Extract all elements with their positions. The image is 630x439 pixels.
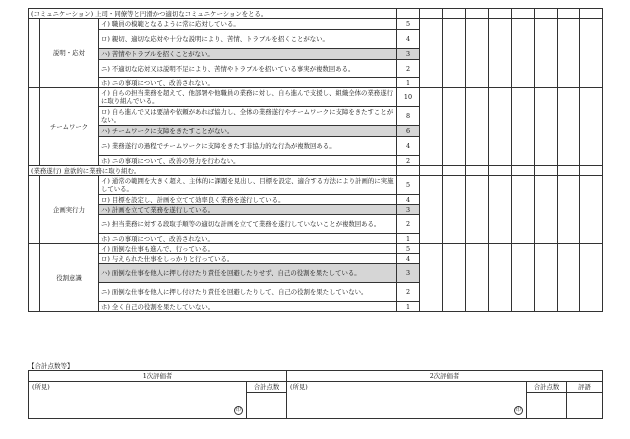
point-value: 2 [397,283,420,302]
criterion-row: ホ) ニの事項について、改善されない。 [99,234,397,244]
criterion-row: ロ) 親切、適切な応対や十分な説明により、苦情、トラブルを招くことがない。 [99,30,397,49]
section-work-execution: (業務遂行) 意欲的に業務に取り組む。 [29,166,397,176]
criterion-row: ロ) 自ら進んで又は要請や依頼があれば協力し、全体の業務遂行やチームワークに支障をきたすことがない。 [99,107,397,126]
criterion-row: ニ) 面倒な仕事を他人に押し付けたり責任を回避したりして、自己の役割を果たしていない。 [99,283,397,302]
rating-header: 評語 [567,382,603,393]
point-value: 4 [397,137,420,156]
first-evaluator-header: 1次評価者 [29,371,287,382]
point-value: 5 [397,19,420,30]
point-value: 2 [397,60,420,78]
first-opinion-field[interactable] [29,382,247,419]
criterion-row: イ) 通常の範囲を大きく超え、主体的に課題を見出し、目標を設定、適合する方法により計画的に実施している。 [99,176,397,195]
criterion-row-standard: ハ) 計画を立てて業務を遂行している。 [99,205,397,215]
summary-table [28,370,603,419]
point-value: 2 [397,215,420,234]
second-opinion-label: (所見) [290,383,308,391]
criterion-row: ニ) 業務遂行の過程でチームワークに支障をきたす非協力的な行為が複数回ある。 [99,137,397,156]
criterion-row: ホ) ニの事項について、改善されない。 [99,78,397,88]
criterion-row: ニ) 不適切な応対又は説明不足により、苦情やトラブルを招いている事実が複数回ある。 [99,60,397,78]
point-value: 10 [397,88,420,107]
criterion-row: ホ) 全く自己の役割を果たしていない。 [99,302,397,312]
seal-mark: 印 [235,407,241,413]
point-value: 4 [397,195,420,205]
rating-field[interactable] [567,393,603,419]
category-planning: 企画実行力 [40,176,99,244]
point-value: 1 [397,78,420,88]
section-communication: (コミュニケーション) 上司・同僚等と円滑かつ適切なコミュニケーションをとる。 [29,9,397,19]
category-explanation: 説明・応対 [40,19,99,88]
point-value: 1 [397,234,420,244]
seal-mark: 印 [516,407,522,413]
evaluation-sheet [28,8,602,348]
point-value: 3 [397,205,420,215]
first-total-header: 合計点数 [247,382,287,393]
second-total-header: 合計点数 [527,382,567,393]
point-value: 4 [397,254,420,264]
first-total-field[interactable] [247,393,287,419]
point-value: 5 [397,244,420,254]
summary-title: 【合計点数等】 [28,362,74,370]
point-value: 2 [397,156,420,166]
criterion-row: イ) 面倒な仕事も進んで、行っている。 [99,244,397,254]
criterion-row: ニ) 担当業務に対する段取手順等の適切な計画を立てて業務を遂行していないことが複数回ある。 [99,215,397,234]
point-value: 4 [397,30,420,49]
category-teamwork: チームワーク [40,88,99,166]
point-value: 3 [397,49,420,60]
criterion-row: イ) 職員の模範となるように常に応対している。 [99,19,397,30]
point-value: 5 [397,176,420,195]
evaluation-table [28,8,603,312]
point-cell [397,9,420,19]
category-role-awareness: 役割意識 [40,244,99,312]
second-evaluator-header: 2次評価者 [287,371,603,382]
second-total-field[interactable] [527,393,567,419]
first-opinion-label: (所見) [32,383,50,391]
point-value: 1 [397,302,420,312]
point-value: 6 [397,126,420,137]
criterion-row-standard: ハ) 苦情やトラブルを招くことがない。 [99,49,397,60]
second-opinion-field[interactable] [287,382,527,419]
criterion-row: ホ) ニの事項について、改善の努力を行わない。 [99,156,397,166]
criterion-row: ロ) 目標を設定し、計画を立てて効率良く業務を遂行している。 [99,195,397,205]
criterion-row: イ) 自らの担当業務を超えて、他部署や他職員の業務に対し、自ら進んで支援し、組織全体の業務遂行に取り組んでいる。 [99,88,397,107]
criterion-row: ロ) 与えられた仕事をしっかりと行っている。 [99,254,397,264]
criterion-row-standard: ハ) 面倒な仕事を他人に押し付けたり責任を回避したりせず、自己の役割を果たしている。 [99,264,397,283]
point-value: 3 [397,264,420,283]
point-value: 8 [397,107,420,126]
criterion-row-standard: ハ) チームワークに支障をきたすことがない。 [99,126,397,137]
